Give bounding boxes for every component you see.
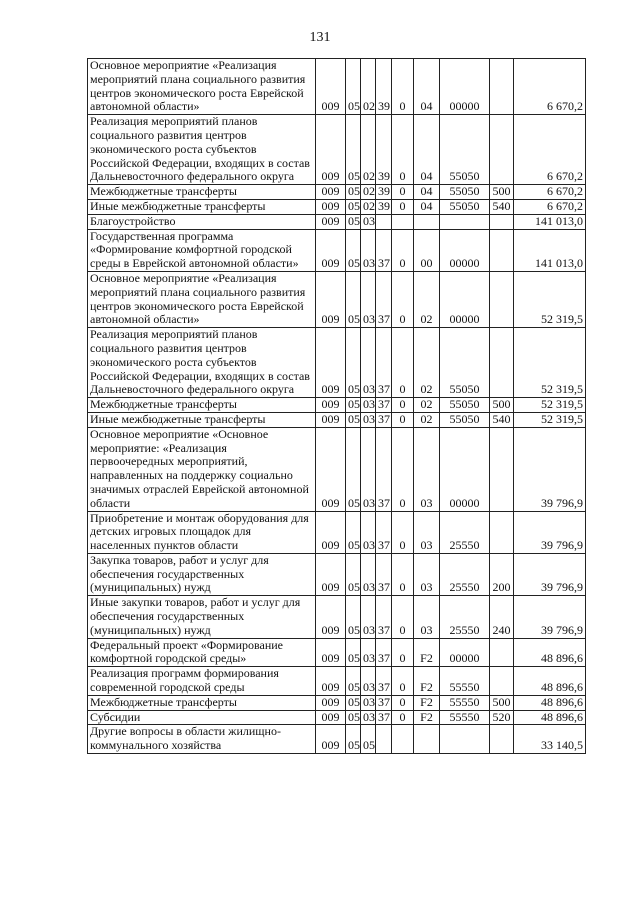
program-code-cell: 37 (376, 695, 392, 710)
amount-cell: 52 319,5 (514, 328, 586, 398)
expense-type-cell: 540 (490, 412, 514, 427)
ved-code-cell: 009 (316, 710, 346, 725)
budget-table (87, 58, 586, 754)
table-row (88, 710, 586, 725)
section-code-cell: 05 (346, 427, 361, 511)
ved-code-cell: 009 (316, 115, 346, 185)
row-name-cell: Приобретение и монтаж оборудования для детских игровых площадок для населенных пунктов области (88, 511, 316, 553)
section-code-cell: 05 (346, 667, 361, 696)
expense-type-cell (490, 229, 514, 271)
direction-code-cell: 00000 (440, 427, 490, 511)
subsection-code-cell: 03 (361, 638, 376, 667)
section-code-cell: 05 (346, 511, 361, 553)
table-row (88, 229, 586, 271)
event-code-cell: F2 (414, 695, 440, 710)
amount-cell: 48 896,6 (514, 667, 586, 696)
subprogram-code-cell: 0 (392, 553, 414, 595)
subsection-code-cell: 03 (361, 271, 376, 327)
row-name-cell: Государственная программа «Формирование комфортной городской среды в Еврейской автономной области» (88, 229, 316, 271)
expense-type-cell (490, 638, 514, 667)
amount-cell: 39 796,9 (514, 427, 586, 511)
page-number: 131 (309, 30, 331, 45)
amount-cell: 52 319,5 (514, 398, 586, 413)
ved-code-cell: 009 (316, 427, 346, 511)
ved-code-cell: 009 (316, 199, 346, 214)
direction-code-cell: 55550 (440, 667, 490, 696)
amount-cell: 141 013,0 (514, 229, 586, 271)
subprogram-code-cell: 0 (392, 596, 414, 638)
section-code-cell: 05 (346, 185, 361, 200)
event-code-cell: 04 (414, 185, 440, 200)
table-row (88, 725, 586, 754)
subprogram-code-cell: 0 (392, 667, 414, 696)
ved-code-cell: 009 (316, 511, 346, 553)
row-name-cell: Реализация программ формирования современной городской среды (88, 667, 316, 696)
ved-code-cell: 009 (316, 271, 346, 327)
amount-cell: 39 796,9 (514, 596, 586, 638)
row-name-cell: Иные межбюджетные трансферты (88, 412, 316, 427)
table-row (88, 328, 586, 398)
subsection-code-cell: 03 (361, 214, 376, 229)
direction-code-cell: 25550 (440, 596, 490, 638)
amount-cell: 48 896,6 (514, 638, 586, 667)
section-code-cell: 05 (346, 412, 361, 427)
amount-cell: 141 013,0 (514, 214, 586, 229)
program-code-cell: 37 (376, 553, 392, 595)
amount-cell: 52 319,5 (514, 271, 586, 327)
amount-cell: 6 670,2 (514, 115, 586, 185)
subprogram-code-cell (392, 725, 414, 754)
program-code-cell: 37 (376, 667, 392, 696)
direction-code-cell: 25550 (440, 511, 490, 553)
expense-type-cell: 540 (490, 199, 514, 214)
table-row (88, 695, 586, 710)
row-name-cell: Субсидии (88, 710, 316, 725)
amount-cell: 48 896,6 (514, 710, 586, 725)
expense-type-cell (490, 427, 514, 511)
section-code-cell: 05 (346, 271, 361, 327)
table-row (88, 199, 586, 214)
subprogram-code-cell: 0 (392, 115, 414, 185)
expense-type-cell (490, 725, 514, 754)
event-code-cell: 02 (414, 412, 440, 427)
event-code-cell: 02 (414, 271, 440, 327)
direction-code-cell (440, 725, 490, 754)
section-code-cell: 05 (346, 710, 361, 725)
table-row (88, 115, 586, 185)
table-row (88, 412, 586, 427)
row-name-cell: Основное мероприятие «Основное мероприятие: «Реализация первоочередных мероприятий, направленных на поддержку социально значимых отраслей Еврейской автономной области (88, 427, 316, 511)
subprogram-code-cell (392, 214, 414, 229)
expense-type-cell: 500 (490, 185, 514, 200)
subsection-code-cell: 03 (361, 710, 376, 725)
section-code-cell: 05 (346, 59, 361, 115)
event-code-cell: 02 (414, 328, 440, 398)
program-code-cell: 39 (376, 115, 392, 185)
subprogram-code-cell: 0 (392, 695, 414, 710)
subprogram-code-cell: 0 (392, 710, 414, 725)
table-row (88, 638, 586, 667)
program-code-cell: 37 (376, 229, 392, 271)
program-code-cell: 37 (376, 638, 392, 667)
ved-code-cell: 009 (316, 328, 346, 398)
expense-type-cell: 500 (490, 398, 514, 413)
event-code-cell: 04 (414, 115, 440, 185)
direction-code-cell: 55050 (440, 398, 490, 413)
expense-type-cell (490, 115, 514, 185)
event-code-cell: 04 (414, 199, 440, 214)
event-code-cell: 02 (414, 398, 440, 413)
program-code-cell: 37 (376, 328, 392, 398)
expense-type-cell: 500 (490, 695, 514, 710)
event-code-cell (414, 214, 440, 229)
section-code-cell: 05 (346, 328, 361, 398)
expense-type-cell (490, 511, 514, 553)
row-name-cell: Благоустройство (88, 214, 316, 229)
row-name-cell: Основное мероприятие «Реализация мероприятий плана социального развития центров экономического роста Еврейской автономной области» (88, 271, 316, 327)
subsection-code-cell: 05 (361, 725, 376, 754)
program-code-cell: 39 (376, 185, 392, 200)
direction-code-cell: 00000 (440, 229, 490, 271)
expense-type-cell (490, 667, 514, 696)
expense-type-cell (490, 271, 514, 327)
subsection-code-cell: 03 (361, 328, 376, 398)
row-name-cell: Федеральный проект «Формирование комфортной городской среды» (88, 638, 316, 667)
row-name-cell: Реализация мероприятий планов социального развития центров экономического роста субъектов Российской Федерации, входящих в состав Дальневосточного федерального округа (88, 328, 316, 398)
program-code-cell: 39 (376, 199, 392, 214)
amount-cell: 48 896,6 (514, 695, 586, 710)
amount-cell: 6 670,2 (514, 185, 586, 200)
ved-code-cell: 009 (316, 398, 346, 413)
direction-code-cell: 55550 (440, 710, 490, 725)
expense-type-cell (490, 328, 514, 398)
subsection-code-cell: 03 (361, 596, 376, 638)
section-code-cell: 05 (346, 398, 361, 413)
direction-code-cell: 55050 (440, 328, 490, 398)
row-name-cell: Иные межбюджетные трансферты (88, 199, 316, 214)
direction-code-cell: 55050 (440, 412, 490, 427)
direction-code-cell (440, 214, 490, 229)
amount-cell: 6 670,2 (514, 199, 586, 214)
subsection-code-cell: 03 (361, 229, 376, 271)
subsection-code-cell: 03 (361, 695, 376, 710)
subsection-code-cell: 03 (361, 511, 376, 553)
direction-code-cell: 00000 (440, 638, 490, 667)
ved-code-cell: 009 (316, 667, 346, 696)
section-code-cell: 05 (346, 115, 361, 185)
section-code-cell: 05 (346, 229, 361, 271)
amount-cell: 39 796,9 (514, 511, 586, 553)
section-code-cell: 05 (346, 214, 361, 229)
event-code-cell: 00 (414, 229, 440, 271)
subprogram-code-cell: 0 (392, 199, 414, 214)
direction-code-cell: 25550 (440, 553, 490, 595)
subsection-code-cell: 03 (361, 398, 376, 413)
direction-code-cell: 00000 (440, 271, 490, 327)
table-row (88, 667, 586, 696)
expense-type-cell: 520 (490, 710, 514, 725)
event-code-cell: F2 (414, 710, 440, 725)
subprogram-code-cell: 0 (392, 412, 414, 427)
section-code-cell: 05 (346, 695, 361, 710)
subprogram-code-cell: 0 (392, 398, 414, 413)
table-row (88, 59, 586, 115)
row-name-cell: Иные закупки товаров, работ и услуг для обеспечения государственных (муниципальных) нужд (88, 596, 316, 638)
program-code-cell: 39 (376, 59, 392, 115)
event-code-cell: 04 (414, 59, 440, 115)
ved-code-cell: 009 (316, 412, 346, 427)
subsection-code-cell: 02 (361, 59, 376, 115)
ved-code-cell: 009 (316, 725, 346, 754)
event-code-cell: 03 (414, 427, 440, 511)
event-code-cell: 03 (414, 511, 440, 553)
expense-type-cell (490, 214, 514, 229)
table-row (88, 185, 586, 200)
table-row (88, 553, 586, 595)
row-name-cell: Межбюджетные трансферты (88, 695, 316, 710)
amount-cell: 52 319,5 (514, 412, 586, 427)
subsection-code-cell: 03 (361, 553, 376, 595)
table-row (88, 214, 586, 229)
ved-code-cell: 009 (316, 695, 346, 710)
row-name-cell: Реализация мероприятий планов социального развития центров экономического роста субъектов Российской Федерации, входящих в состав Дальневосточного федерального округа (88, 115, 316, 185)
section-code-cell: 05 (346, 199, 361, 214)
subsection-code-cell: 03 (361, 412, 376, 427)
program-code-cell: 37 (376, 511, 392, 553)
subsection-code-cell: 03 (361, 667, 376, 696)
table-row (88, 511, 586, 553)
subprogram-code-cell: 0 (392, 271, 414, 327)
expense-type-cell: 240 (490, 596, 514, 638)
program-code-cell (376, 214, 392, 229)
subprogram-code-cell: 0 (392, 328, 414, 398)
direction-code-cell: 55050 (440, 185, 490, 200)
subprogram-code-cell: 0 (392, 229, 414, 271)
subprogram-code-cell: 0 (392, 427, 414, 511)
subprogram-code-cell: 0 (392, 185, 414, 200)
event-code-cell: F2 (414, 638, 440, 667)
row-name-cell: Межбюджетные трансферты (88, 398, 316, 413)
table-row (88, 398, 586, 413)
expense-type-cell (490, 59, 514, 115)
subsection-code-cell: 02 (361, 185, 376, 200)
row-name-cell: Закупка товаров, работ и услуг для обеспечения государственных (муниципальных) нужд (88, 553, 316, 595)
table-row (88, 427, 586, 511)
event-code-cell (414, 725, 440, 754)
direction-code-cell: 55550 (440, 695, 490, 710)
ved-code-cell: 009 (316, 596, 346, 638)
program-code-cell: 37 (376, 427, 392, 511)
ved-code-cell: 009 (316, 553, 346, 595)
event-code-cell: 03 (414, 553, 440, 595)
program-code-cell: 37 (376, 271, 392, 327)
row-name-cell: Основное мероприятие «Реализация мероприятий плана социального развития центров экономического роста Еврейской автономной области» (88, 59, 316, 115)
amount-cell: 39 796,9 (514, 553, 586, 595)
subprogram-code-cell: 0 (392, 511, 414, 553)
program-code-cell: 37 (376, 710, 392, 725)
subsection-code-cell: 02 (361, 115, 376, 185)
ved-code-cell: 009 (316, 185, 346, 200)
expense-type-cell: 200 (490, 553, 514, 595)
section-code-cell: 05 (346, 553, 361, 595)
program-code-cell: 37 (376, 596, 392, 638)
subprogram-code-cell: 0 (392, 59, 414, 115)
subprogram-code-cell: 0 (392, 638, 414, 667)
subsection-code-cell: 03 (361, 427, 376, 511)
table-row (88, 271, 586, 327)
ved-code-cell: 009 (316, 214, 346, 229)
amount-cell: 33 140,5 (514, 725, 586, 754)
section-code-cell: 05 (346, 596, 361, 638)
program-code-cell: 37 (376, 412, 392, 427)
program-code-cell: 37 (376, 398, 392, 413)
event-code-cell: F2 (414, 667, 440, 696)
table-row (88, 596, 586, 638)
amount-cell: 6 670,2 (514, 59, 586, 115)
row-name-cell: Межбюджетные трансферты (88, 185, 316, 200)
section-code-cell: 05 (346, 725, 361, 754)
subsection-code-cell: 02 (361, 199, 376, 214)
event-code-cell: 03 (414, 596, 440, 638)
program-code-cell (376, 725, 392, 754)
direction-code-cell: 55050 (440, 115, 490, 185)
row-name-cell: Другие вопросы в области жилищно-коммунального хозяйства (88, 725, 316, 754)
direction-code-cell: 55050 (440, 199, 490, 214)
ved-code-cell: 009 (316, 638, 346, 667)
direction-code-cell: 00000 (440, 59, 490, 115)
ved-code-cell: 009 (316, 229, 346, 271)
section-code-cell: 05 (346, 638, 361, 667)
ved-code-cell: 009 (316, 59, 346, 115)
